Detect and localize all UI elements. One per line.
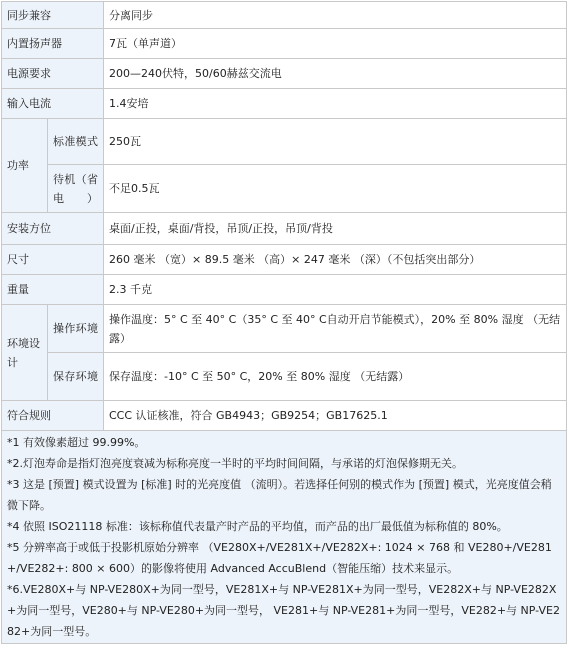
power-standby-label: 待机（省电） (48, 165, 104, 213)
spec-row-speaker (2, 29, 567, 59)
spec-row-weight (2, 275, 567, 305)
spec-row-power-supply (2, 59, 567, 89)
spec-row-dimensions (2, 245, 567, 275)
env-operating-label: 操作环境 (48, 305, 104, 353)
spec-row-env-storage (2, 353, 567, 401)
spec-row-env-operating (2, 305, 567, 353)
env-storage-label: 保存环境 (48, 353, 104, 401)
spec-row-notes (2, 431, 567, 644)
row-value: 200—240伏特，50/60赫兹交流电 (104, 59, 567, 89)
row-label: 安装方位 (2, 213, 104, 245)
spec-row-power-standard (2, 119, 567, 165)
spec-row-sync (2, 2, 567, 29)
power-label: 功率 (2, 119, 48, 213)
spec-row-current (2, 89, 567, 119)
row-value: 7瓦（单声道） (104, 29, 567, 59)
footnote-3: *3 这是 [预置] 模式设置为 [标准] 时的光亮度值 （流明）。若选择任何别的模式作为 [预置] 模式，光亮度值会稍微下降。 (7, 478, 552, 512)
footnote-4: *4 依照 ISO21118 标准：该标称值代表量产时产品的平均值，而产品的出厂最低值为标称值的 80%。 (7, 520, 508, 533)
footnote-5: *5 分辨率高于或低于投影机原始分辨率 （VE280X+/VE281X+/VE282X+: 1024 × 768 和 VE280+/VE281+/VE282+: 800 × 600）的影像将使用 Advanced AccuBlend（智能压缩）技术来显示。 (7, 541, 552, 575)
row-value: 260 毫米 （宽）× 89.5 毫米 （高）× 247 毫米 （深）（不包括突出部分） (104, 245, 567, 275)
row-label: 同步兼容 (2, 2, 104, 29)
power-standard-label: 标准模式 (48, 119, 104, 165)
footnote-6: *6.VE280X+与 NP-VE280X+为同一型号，VE281X+与 NP-VE281X+为同一型号，VE282X+与 NP-VE282X+为同一型号，VE280+与 NP-VE280+为同一型号， VE281+与 NP-VE281+为同一型号，VE282+与 NP-VE282+为同一型号。 (7, 583, 560, 638)
spec-table (1, 1, 567, 644)
spec-row-mounting (2, 213, 567, 245)
row-value: CCC 认证核准，符合 GB4943；GB9254；GB17625.1 (104, 401, 567, 431)
footnotes (2, 431, 567, 644)
row-value: 分离同步 (104, 2, 567, 29)
row-label: 尺寸 (2, 245, 104, 275)
row-value: 桌面/正投，桌面/背投，吊顶/正投，吊顶/背投 (104, 213, 567, 245)
row-value: 1.4安培 (104, 89, 567, 119)
row-label: 内置扬声器 (2, 29, 104, 59)
row-label: 符合规则 (2, 401, 104, 431)
row-label: 输入电流 (2, 89, 104, 119)
footnote-1: *1 有效像素超过 99.99%。 (7, 436, 146, 449)
row-label: 重量 (2, 275, 104, 305)
env-label: 环境设计 (2, 305, 48, 401)
spec-row-power-standby (2, 165, 567, 213)
row-value: 2.3 千克 (104, 275, 567, 305)
env-operating-value: 操作温度：5° C 至 40° C（35° C 至 40° C自动开启节能模式），20% 至 80% 湿度 （无结露） (104, 305, 567, 353)
footnote-2: *2.灯泡寿命是指灯泡亮度衰减为标称亮度一半时的平均时间间隔，与承诺的灯泡保修期无关。 (7, 457, 463, 470)
row-label: 电源要求 (2, 59, 104, 89)
env-storage-value: 保存温度：-10° C 至 50° C，20% 至 80% 湿度 （无结露） (104, 353, 567, 401)
spec-row-compliance (2, 401, 567, 431)
power-standard-value: 250瓦 (104, 119, 567, 165)
power-standby-value: 不足0.5瓦 (104, 165, 567, 213)
